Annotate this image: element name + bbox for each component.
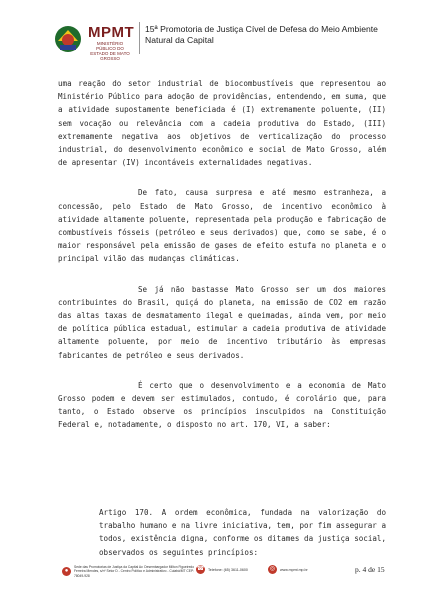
paragraph-1: uma reação do setor industrial de biocombustíveis que representou ao Ministério Público para adoção de providências, entendendo, em suma, que a atividade supostamente beneficiada é (I) extremamente poluente, (II) sem vocação ou relevância com a cadeia produtiva do Estado, (III) extremamente negativa aos objetivos de verticalização do processo industrial, do desenvolvimento econômico e social de Mato Grosso, além de apresentar (IV) incontáveis externalidades negativas. — [58, 79, 386, 168]
mpmt-logo-icon — [52, 24, 84, 54]
page-header — [0, 0, 422, 62]
logo-subtitle: MINISTÉRIO PÚBLICO DO ESTADO DE MATO GROSSO — [90, 41, 130, 61]
office-title-line-2: Natural da Capital — [145, 35, 214, 45]
office-title — [145, 24, 395, 46]
paragraph-4: É certo que o desenvolvimento e a economia de Mato Grosso podem e devem ser estimulados, contudo, é corolário que, para tanto, o Estado observe os princípios insculpidos na Constituição Federal e, notadamente, o disposto no art. 170, VI, a saber: — [58, 380, 386, 430]
footer-phone: Telefone: (65) 3611-0600 — [208, 568, 248, 572]
logo-text: MPMT — [88, 24, 135, 41]
web-icon: ◎ — [269, 566, 276, 572]
paragraph-2: De fato, causa surpresa e até mesmo estranheza, a concessão, pelo Estado de Mato Grosso, de incentivo econômico à atividade altamente poluente, representada pela produção e fabricação de combustíveis fósseis (petróleo e seus derivados) que, como se sabe, é o maior responsável pela emissão de gases de efeito estufa no planeta e o principal vilão das mudanças climáticas. — [58, 188, 386, 264]
page-footer — [0, 560, 422, 600]
paragraph-3: Se já não bastasse Mato Grosso ser um dos maiores contribuintes do Brasil, quiçá do planeta, na emissão de CO2 em razão das altas taxas de desmatamento ilegal e queimadas, ainda vem, por meio de política pública estadual, estimular a cadeia produtiva de atividade altamente poluente, por meio de incentivo tributário às empresas fabricantes de petróleo e seus derivados. — [58, 284, 386, 360]
location-icon: ● — [62, 567, 71, 576]
document-body — [58, 77, 386, 444]
page-number: p. 4 de 15 — [355, 565, 385, 574]
office-title-line-1: 15ª Promotoria de Justiça Cível de Defesa do Meio Ambiente — [145, 24, 378, 34]
header-divider — [139, 22, 140, 54]
article-quote: Artigo 170. A ordem econômica, fundada na valorização do trabalho humano e na livre iniciativa, tem, por fim assegurar a todos, existência digna, conforme os ditames da justiça social, observados os seguintes princípios: — [99, 508, 386, 557]
footer-address: Sede das Promotorias de Justiça da Capital Av. Desembargador Milton Figueiredo Ferreira Mendes, s/nº Setor D - Centro Político e Administrativo - Cuiabá/MT CEP: 78049-928 — [74, 565, 195, 578]
phone-icon: ☎ — [196, 566, 205, 572]
footer-website[interactable]: www.mpmt.mp.br — [280, 568, 308, 572]
